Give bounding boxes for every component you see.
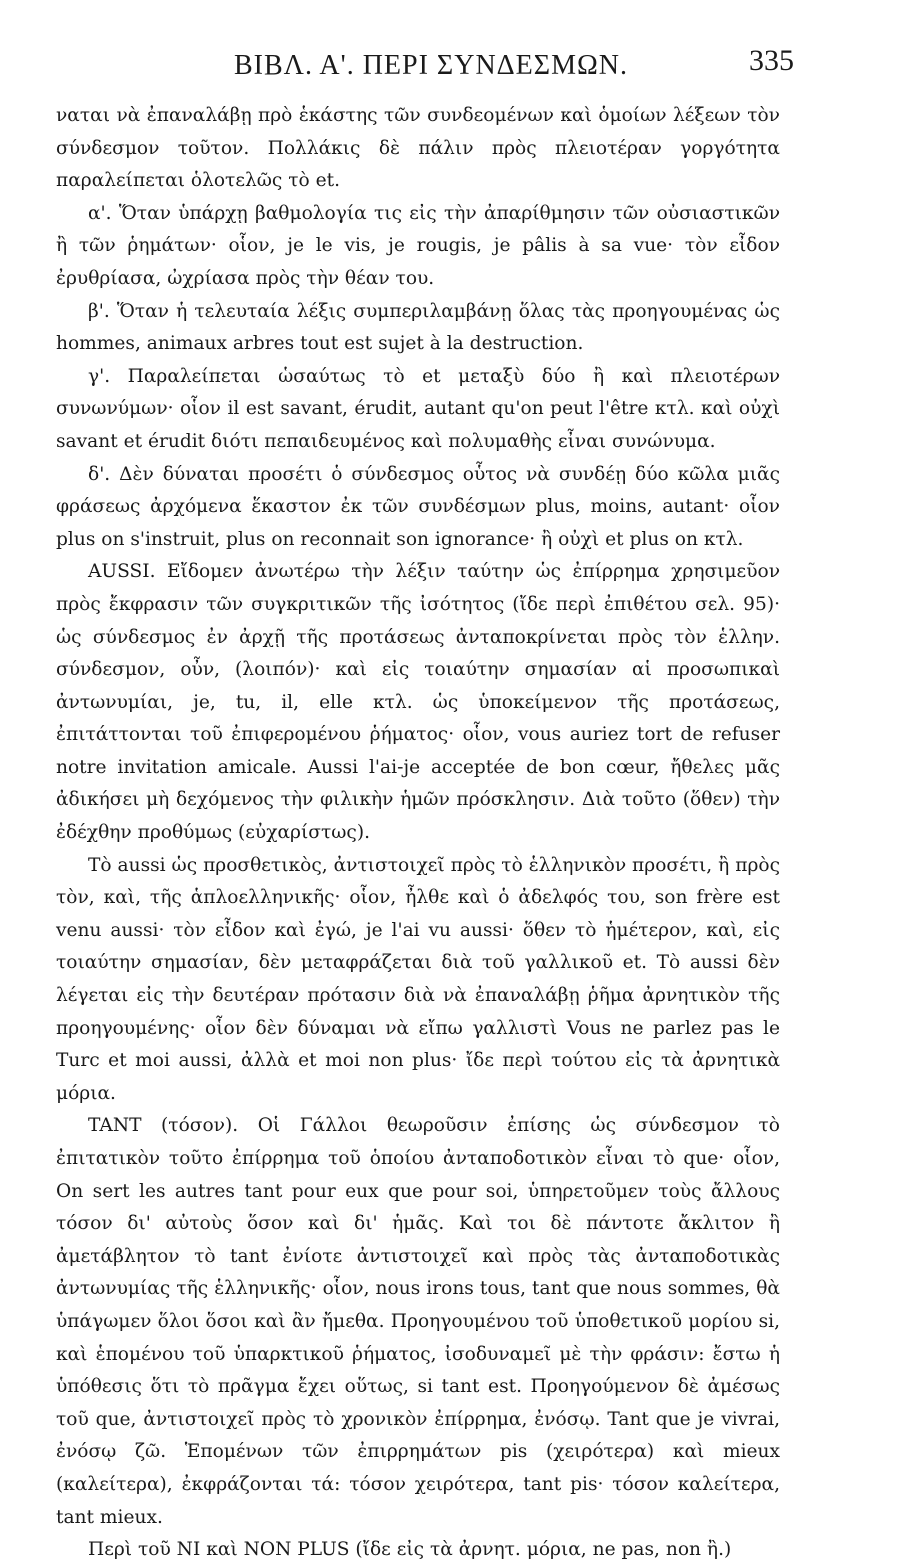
paragraph-continuation: ναται νὰ ἐπαναλάβῃ πρὸ ἑκάστης τῶν συνδεομένων καὶ ὁμοίων λέξεων τὸν σύνδεσμον τοῦτον. Πολλάκις δὲ πάλιν πρὸς πλειοτέραν γοργότητα παραλείπεται ὁλοτελῶς τὸ et. <box>56 105 780 192</box>
paragraph-aussi-additive: Τὸ aussi ὡς προσθετικὸς, ἀντιστοιχεῖ πρὸς τὸ ἑλληνικὸν προσέτι, ἢ πρὸς τὸν, καὶ, τῆς ἁπλοελληνικῆς· οἷον, ἦλθε καὶ ὁ ἀδελφός του, son frère est venu aussi· τὸν εἶδον καὶ ἐγώ, je l'ai vu aussi· ὅθεν τὸ ἡμέτερον, καὶ, εἰς τοιαύτην σημασίαν, δὲν μεταφράζεται διὰ τοῦ γαλλικοῦ et. Τὸ aussi δὲν λέγεται εἰς τὴν δευτέραν πρότασιν διὰ νὰ ἐπαναλάβῃ ῥῆμα ἀρνητικὸν τῆς προηγουμένης· οἷον δὲν δύναμαι νὰ εἴπω γαλλιστὶ Vous ne parlez pas le Turc et moi aussi, ἀλλὰ et moi non plus· ἴδε περὶ τούτου εἰς τὰ ἀρνητικὰ μόρια. <box>56 854 780 1104</box>
body-text <box>56 100 780 1567</box>
running-head <box>56 44 794 90</box>
paragraph-aussi: AUSSI. Εἴδομεν ἀνωτέρω τὴν λέξιν ταύτην ὡς ἐπίρρημα χρησιμεῦον πρὸς ἔκφρασιν τῶν συγκριτικῶν τῆς ἰσότητος (ἴδε περὶ ἐπιθέτου σελ. 95)· ὡς σύνδεσμος ἐν ἀρχῇ τῆς προτάσεως ἀνταποκρίνεται πρὸς τὸν ἑλλην. σύνδεσμον, οὖν, (λοιπόν)· καὶ εἰς τοιαύτην σημασίαν αἱ προσωπικαὶ ἀντωνυμίαι, je, tu, il, elle κτλ. ὡς ὑποκείμενον τῆς προτάσεως, ἐπιτάττονται τοῦ ἐπιφερομένου ῥήματος· οἷον, vous auriez tort de refuser notre invitation amicale. Aussi l'ai-je acceptée de bon cœur, ἤθελες μᾶς ἀδικήσει μὴ δεχόμενος τὴν φιλικὴν ἡμῶν πρόσκλησιν. Διὰ τοῦτο (ὅθεν) τὴν ἐδέχθην προθύμως (εὐχαρίστως). <box>56 561 780 844</box>
running-title: BΙΒΛ. Α'. ΠΕΡΙ ΣΥΝΔΕΣΜΩΝ. <box>234 50 628 81</box>
paragraph-ni-non-plus: Περὶ τοῦ NI καὶ NON PLUS (ἴδε εἰς τὰ ἀρνητ. μόρια, ne pas, non ἢ.) <box>88 1539 732 1561</box>
paragraph-tant: TANT (τόσον). Οἱ Γάλλοι θεωροῦσιν ἐπίσης ὡς σύνδεσμον τὸ ἐπιτατικὸν τοῦτο ἐπίρρημα τοῦ ὁποίου ἀνταποδοτικὸν εἶναι τὸ que· οἷον, On sert les autres tant pour eux que pour soi, ὑπηρετοῦμεν τοὺς ἄλλους τόσον δι' αὐτοὺς ὅσον καὶ δι' ἡμᾶς. Καὶ τοι δὲ πάντοτε ἄκλιτον ἢ ἀμετάβλητον τὸ tant ἐνίοτε ἀντιστοιχεῖ καὶ πρὸς τὰς ἀνταποδοτικὰς ἀντωνυμίας τῆς ἑλληνικῆς· οἷον, nous irons tous, tant que nous sommes, θὰ ὑπάγωμεν ὅλοι ὅσοι καὶ ἂν ἤμεθα. Προηγουμένου τοῦ ὑποθετικοῦ μορίου si, καὶ ἑπομένου τοῦ ὑπαρκτικοῦ ῥήματος, ἰσοδυναμεῖ μὲ τὴν φράσιν: ἔστω ἡ ὑπόθεσις ὅτι τὸ πρᾶγμα ἔχει οὕτως, si tant est. Προηγούμενον δὲ ἀμέσως τοῦ que, ἀντιστοιχεῖ πρὸς τὸ χρονικὸν ἐπίρρημα, ἐνόσῳ. Tant que je vivrai, ἐνόσῳ ζῶ. Ἑπομένων τῶν ἐπιρρημάτων pis (χειρότερα) καὶ mieux (καλείτερα), ἐκφράζονται τά: τόσον χειρότερα, tant pis· τόσον καλείτερα, tant mieux. <box>56 1115 780 1528</box>
page-number: 335 <box>749 44 794 77</box>
paragraph-rule-delta: δ'. Δὲν δύναται προσέτι ὁ σύνδεσμος οὗτος νὰ συνδέῃ δύο κῶλα μιᾶς φράσεως ἀρχόμενα ἕκαστον ἐκ τῶν συνδέσμων plus, moins, autant· οἷον plus on s'instruit, plus on reconnait son ignorance· ἢ οὐχὶ et plus on κτλ. <box>56 463 780 550</box>
paragraph-rule-alpha: α'. Ὅταν ὑπάρχῃ βαθμολογία τις εἰς τὴν ἀπαρίθμησιν τῶν οὐσιαστικῶν ἢ τῶν ῥημάτων· οἷον, je le vis, je rougis, je pâlis à sa vue· τὸν εἶδον ἐρυθρίασα, ὠχρίασα πρὸς τὴν θέαν του. <box>56 202 780 289</box>
paragraph-rule-beta: β'. Ὅταν ἡ τελευταία λέξις συμπεριλαμβάνῃ ὅλας τὰς προηγουμένας ὡς hommes, animaux arbres tout est sujet à la destruction. <box>56 300 780 355</box>
paragraph-rule-gamma: γ'. Παραλείπεται ὡσαύτως τὸ et μεταξὺ δύο ἢ καὶ πλειοτέρων συνωνύμων· οἷον il est savant, érudit, autant qu'on peut l'être κτλ. καὶ οὐχὶ savant et érudit διότι πεπαιδευμένος καὶ πολυμαθὴς εἶναι συνώνυμα. <box>56 365 780 452</box>
